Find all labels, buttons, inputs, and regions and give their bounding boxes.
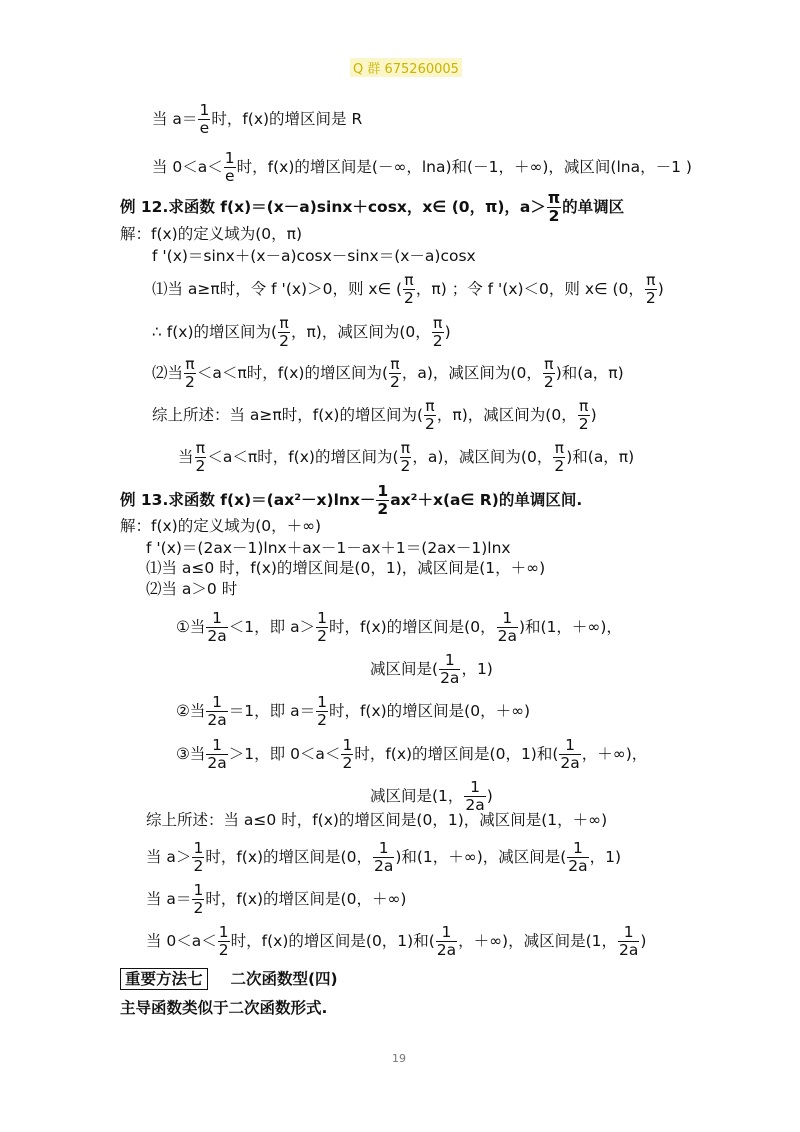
solution-12-summary-2: 当 $\frac{\pi}{2}$ ＜a＜π时，f(x)的增区间为( $\frac{\pi}{2}$ ，a)，减区间为(0， $\frac{\pi}{2}$ )和(a，π) xyxy=(178,439,635,475)
solution-12-line-4: ∴ f(x)的增区间为( $\frac{\pi}{2}$ ，π)，减区间为(0， $\frac{\pi}{2}$ ) xyxy=(152,314,451,350)
fraction: $\frac{\pi}{2}$ xyxy=(185,355,195,391)
example-13-title: 例 13.求函数 f(x)＝(ax²－x)lnx－ $\frac{1}{2}$ ax²＋x(a∈ R)的单调区间. xyxy=(120,482,583,518)
fraction: $\frac{1}{2a}$ xyxy=(436,923,457,959)
fraction: $\frac{1}{2}$ xyxy=(317,693,327,729)
solution-12-summary-1: 综上所述：当 a≥π时，f(x)的增区间为( $\frac{\pi}{2}$ ，π)，减区间为(0， $\frac{\pi}{2}$ ) xyxy=(152,397,597,433)
fraction: $\frac{1}{2a}$ xyxy=(440,651,460,687)
fraction: $\frac{1}{e}$ xyxy=(199,101,210,137)
example-12-title: 例 12.求函数 f(x)＝(x－a)sinx＋cosx，x∈ (0，π)，a＞ $\frac{\pi}{2}$ 的单调区 xyxy=(120,189,625,225)
solution-12-line-5: ⑵当 $\frac{\pi}{2}$ ＜a＜π时，f(x)的增区间为( $\frac{\pi}{2}$ ，a)，减区间为(0， $\frac{\pi}{2}$ )和(a，π) xyxy=(152,355,624,391)
text: 时，f(x)的增区间是 R xyxy=(211,110,363,128)
method-label: 重要方法七 xyxy=(120,968,208,990)
fraction: $\frac{1}{2a}$ xyxy=(207,693,227,729)
text: 时，f(x)的增区间是(－∞，lna)和(－1，＋∞)，减区间(lna，－1 ) xyxy=(236,158,692,176)
solution-13-summary-3: 当 a＝ $\frac{1}{2}$ 时，f(x)的增区间是(0，＋∞) xyxy=(146,881,407,917)
solution-12-line-3: ⑴当 a≥π时，令 f '(x)＞0，则 x∈ ( $\frac{\pi}{2}$ ，π) ；令 f '(x)＜0，则 x∈ (0， $\frac{\pi}{2}$ ) xyxy=(152,271,664,307)
fraction: $\frac{\pi}{2}$ xyxy=(645,271,656,307)
text: 当 a＝ xyxy=(152,110,198,128)
fraction: $\frac{1}{2}$ xyxy=(377,482,389,518)
solution-13-line-3: ⑴当 a≤0 时，f(x)的增区间是(0，1)，减区间是(1，＋∞) xyxy=(146,559,546,577)
fraction: $\frac{1}{2a}$ xyxy=(207,609,227,645)
fraction: $\frac{\pi}{2}$ xyxy=(279,314,289,350)
fraction: $\frac{1}{2a}$ xyxy=(207,736,227,772)
case-line-2 xyxy=(152,150,692,185)
solution-13-case-3: ③当 $\frac{1}{2a}$ ＞1，即 0＜a＜ $\frac{1}{2}$ 时，f(x)的增区间是(0，1)和( $\frac{1}{2a}$ ，＋∞)， xyxy=(176,736,648,772)
solution-13-summary-1: 综上所述：当 a≤0 时，f(x)的增区间是(0，1)，减区间是(1，＋∞) xyxy=(146,811,608,829)
solution-13-case-3-decrease: 减区间是(1， $\frac{1}{2a}$ ) xyxy=(370,778,493,814)
method-description: 主导函数类似于二次函数形式. xyxy=(120,999,328,1017)
fraction: $\frac{\pi}{2}$ xyxy=(195,439,206,475)
solution-13-line-4: ⑵当 a＞0 时 xyxy=(146,580,238,598)
solution-13-summary-2: 当 a＞ $\frac{1}{2}$ 时，f(x)的增区间是(0， $\frac{1}{2a}$ )和(1，＋∞)，减区间是( $\frac{1}{2a}$ ，1) xyxy=(146,839,622,875)
fraction: $\frac{1}{2}$ xyxy=(342,736,353,772)
fraction: $\frac{\pi}{2}$ xyxy=(390,355,400,391)
fraction: $\frac{1}{2a}$ xyxy=(568,839,588,875)
fraction: $\frac{1}{2}$ xyxy=(193,839,204,875)
method-title: 二次函数型(四) xyxy=(230,970,338,988)
fraction: $\frac{\pi}{2}$ xyxy=(554,439,565,475)
fraction: $\frac{\pi}{2}$ xyxy=(543,355,554,391)
fraction: $\frac{1}{2}$ xyxy=(218,923,229,959)
fraction: $\frac{\pi}{2}$ xyxy=(432,314,443,350)
fraction: $\frac{\pi}{2}$ xyxy=(404,271,414,307)
fraction: $\frac{\pi}{2}$ xyxy=(425,397,435,433)
case-line-1 xyxy=(152,102,362,137)
solution-13-case-2: ②当 $\frac{1}{2a}$ ＝1，即 a＝ $\frac{1}{2}$ 时，f(x)的增区间是(0，＋∞) xyxy=(176,693,531,729)
solution-13-case-1-decrease: 减区间是( $\frac{1}{2a}$ ，1) xyxy=(370,651,493,687)
qq-group-header: Q 群 675260005 xyxy=(350,58,462,77)
fraction: $\frac{1}{2a}$ xyxy=(465,778,485,814)
fraction: $\frac{1}{2a}$ xyxy=(497,609,517,645)
solution-13-summary-4: 当 0＜a＜ $\frac{1}{2}$ 时，f(x)的增区间是(0，1)和( $\frac{1}{2a}$ ，＋∞)，减区间是(1， $\frac{1}{2a}$ ) xyxy=(146,923,647,959)
fraction: $\frac{1}{2}$ xyxy=(317,609,327,645)
fraction: $\frac{1}{2a}$ xyxy=(619,923,639,959)
text: 当 0＜a＜ xyxy=(152,158,223,176)
solution-13-line-2: f '(x)＝(2ax－1)lnx＋ax－1－ax＋1＝(2ax－1)lnx xyxy=(146,539,511,557)
fraction: $\frac{\pi}{2}$ xyxy=(547,189,561,225)
page-number: 19 xyxy=(392,1052,406,1065)
method-heading xyxy=(120,968,338,990)
fraction: $\frac{\pi}{2}$ xyxy=(578,397,589,433)
fraction: $\frac{1}{2}$ xyxy=(193,881,204,917)
fraction: $\frac{\pi}{2}$ xyxy=(400,439,411,475)
fraction: $\frac{1}{2a}$ xyxy=(560,736,580,772)
solution-12-line-1: 解：f(x)的定义域为(0，π) xyxy=(120,225,303,243)
solution-13-case-1: ①当 $\frac{1}{2a}$ ＜1，即 a＞ $\frac{1}{2}$ 时，f(x)的增区间是(0， $\frac{1}{2a}$ )和(1，＋∞)， xyxy=(176,609,622,645)
fraction: $\frac{1}{e}$ xyxy=(224,149,235,185)
solution-12-line-2: f '(x)＝sinx＋(x－a)cosx－sinx＝(x－a)cosx xyxy=(152,247,476,265)
fraction: $\frac{1}{2a}$ xyxy=(373,839,394,875)
solution-13-line-1: 解：f(x)的定义域为(0，＋∞) xyxy=(120,517,322,535)
